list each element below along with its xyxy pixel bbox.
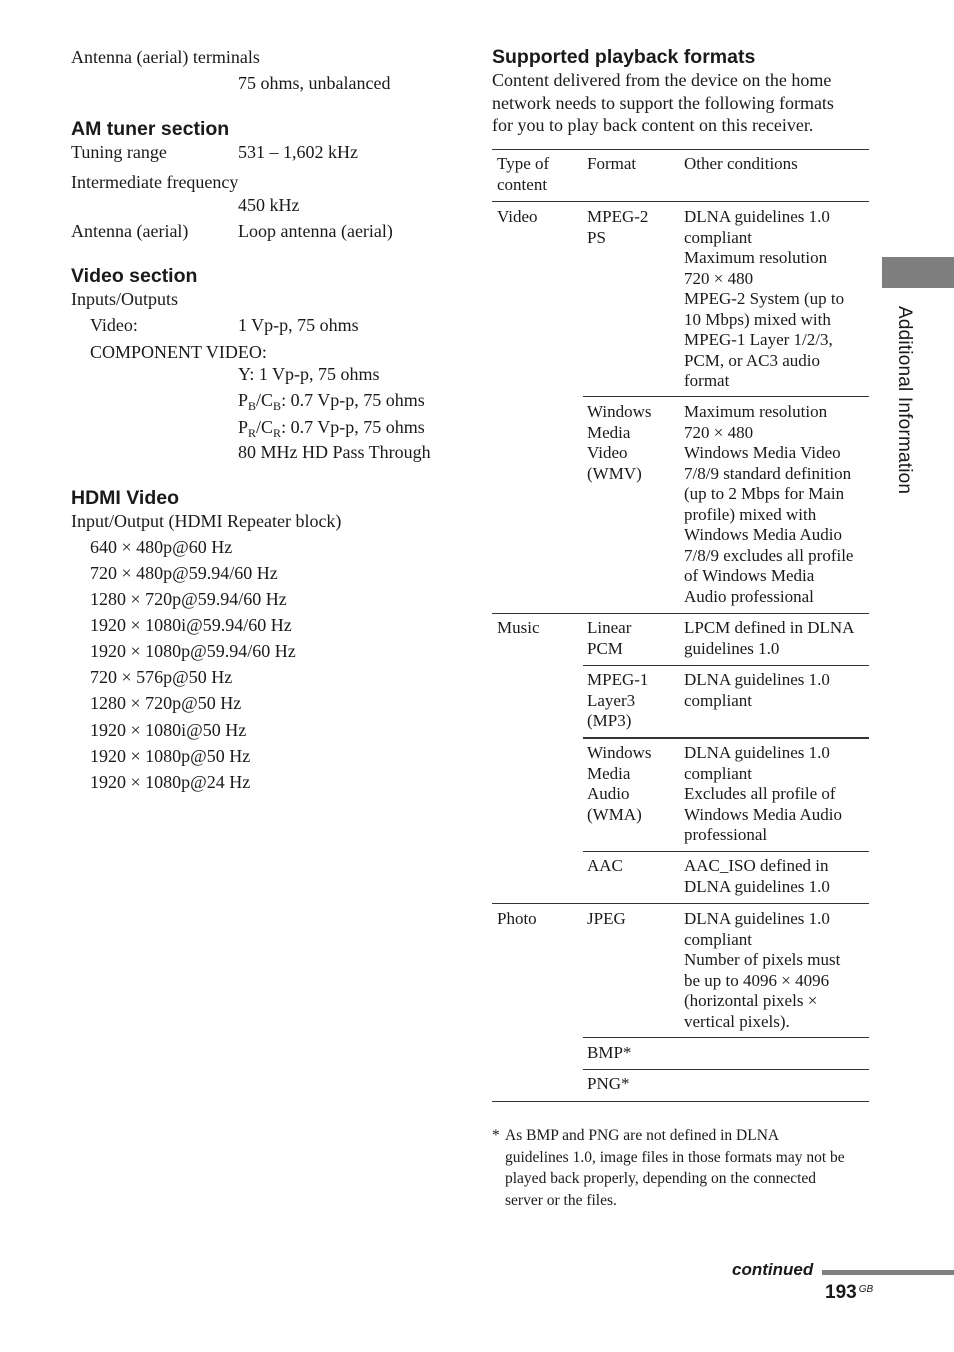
intro-line: network needs to support the following formats bbox=[492, 93, 834, 113]
conditions-cell: DLNA guidelines 1.0 compliant Excludes all profile of Windows Media Audio professional bbox=[684, 743, 842, 844]
table-rule bbox=[583, 1037, 869, 1038]
am-antenna-value: Loop antenna (aerial) bbox=[238, 221, 393, 241]
table-rule bbox=[583, 396, 869, 397]
footnote-line: guidelines 1.0, image files in those formats may not be bbox=[505, 1148, 845, 1166]
am-antenna-label: Antenna (aerial) bbox=[71, 221, 189, 241]
hdmi-format: 1920 × 1080i@59.94/60 Hz bbox=[90, 615, 292, 635]
video-value: 1 Vp-p, 75 ohms bbox=[238, 315, 359, 335]
format-cell: JPEG bbox=[587, 909, 626, 928]
table-rule bbox=[492, 149, 869, 150]
tuning-range-value: 531 – 1,602 kHz bbox=[238, 142, 358, 162]
conditions-cell: Maximum resolution 720 × 480 Windows Media Video 7/8/9 standard definition (up to 2 Mbps for Main profile) mixed with Windows Media Audio 7/8/9 excludes all profile of Windows Media Audio professional bbox=[684, 402, 854, 606]
format-cell: AAC bbox=[587, 856, 623, 875]
conditions-cell: DLNA guidelines 1.0 compliant Maximum resolution 720 × 480 MPEG-2 System (up to 10 Mbps) mixed with MPEG-1 Layer 1/2/3, PCM, or AC3 audio format bbox=[684, 207, 845, 390]
format-cell: Windows Media Audio (WMA) bbox=[587, 743, 652, 824]
hdmi-format: 640 × 480p@60 Hz bbox=[90, 537, 233, 557]
format-cell: BMP* bbox=[587, 1043, 632, 1062]
table-rule bbox=[492, 201, 869, 202]
video-label: Video: bbox=[90, 315, 138, 335]
video-section-heading: Video section bbox=[71, 265, 198, 287]
table-rule bbox=[583, 737, 869, 739]
component-pb-value: $P_B/C_B$: 0.7 Vp-p, 75 ohms bbox=[238, 390, 425, 413]
hdmi-format: 720 × 480p@59.94/60 Hz bbox=[90, 563, 278, 583]
table-rule bbox=[583, 1069, 869, 1070]
antenna-terminals-label: Antenna (aerial) terminals bbox=[71, 47, 260, 67]
page-suffix: GB bbox=[858, 1284, 874, 1295]
intro-line: Content delivered from the device on the home bbox=[492, 70, 832, 90]
intro-line: for you to play back content on this receiver. bbox=[492, 115, 814, 135]
am-tuner-heading: AM tuner section bbox=[71, 118, 230, 140]
conditions-cell: DLNA guidelines 1.0 compliant bbox=[684, 670, 830, 710]
table-rule bbox=[492, 903, 869, 904]
table-rule bbox=[583, 851, 869, 852]
antenna-terminals-value: 75 ohms, unbalanced bbox=[238, 73, 391, 93]
hdmi-io-label: Input/Output (HDMI Repeater block) bbox=[71, 511, 342, 531]
pass-through-value: 80 MHz HD Pass Through bbox=[238, 442, 431, 462]
type-video: Video bbox=[497, 207, 538, 226]
footnote-mark: * bbox=[492, 1127, 500, 1144]
footnote-line: played back properly, depending on the connected bbox=[505, 1170, 817, 1187]
if-label: Intermediate frequency bbox=[71, 172, 239, 192]
conditions-cell: LPCM defined in DLNA guidelines 1.0 bbox=[684, 618, 855, 658]
video-io-label: Inputs/Outputs bbox=[71, 289, 179, 309]
component-video-label: COMPONENT VIDEO: bbox=[90, 342, 267, 362]
hdmi-video-heading: HDMI Video bbox=[71, 487, 179, 509]
table-header-type: Type of content bbox=[497, 154, 550, 194]
table-rule bbox=[583, 665, 869, 666]
type-music: Music bbox=[497, 618, 540, 637]
format-cell: Windows Media Video (WMV) bbox=[587, 402, 652, 483]
footnote-line: server or the files. bbox=[505, 1191, 617, 1209]
hdmi-format: 1920 × 1080p@59.94/60 Hz bbox=[90, 641, 296, 661]
hdmi-format: 1280 × 720p@59.94/60 Hz bbox=[90, 589, 287, 609]
component-pr-value: $P_R/C_R$: 0.7 Vp-p, 75 ohms bbox=[238, 417, 425, 440]
if-value: 450 kHz bbox=[238, 195, 300, 215]
hdmi-format: 1920 × 1080p@50 Hz bbox=[90, 746, 251, 766]
conditions-cell: AAC_ISO defined in DLNA guidelines 1.0 bbox=[684, 856, 830, 896]
component-y-value: Y: 1 Vp-p, 75 ohms bbox=[238, 364, 380, 384]
continued-label: continued bbox=[732, 1260, 814, 1279]
section-tab-marker bbox=[882, 257, 954, 288]
footnote-line: As BMP and PNG are not defined in DLNA bbox=[505, 1127, 780, 1144]
table-header-format: Format bbox=[587, 154, 637, 173]
hdmi-format: 1920 × 1080p@24 Hz bbox=[90, 772, 251, 792]
continued-bar bbox=[822, 1270, 954, 1275]
type-photo: Photo bbox=[497, 909, 537, 928]
hdmi-format: 720 × 576p@50 Hz bbox=[90, 667, 233, 687]
format-cell: PNG* bbox=[587, 1074, 630, 1093]
hdmi-format: 1280 × 720p@50 Hz bbox=[90, 693, 242, 713]
format-cell: Linear PCM bbox=[587, 618, 632, 658]
page-number: 193 $^{GB}$ bbox=[825, 1282, 874, 1303]
table-rule bbox=[492, 1101, 869, 1102]
playback-formats-heading: Supported playback formats bbox=[492, 46, 756, 68]
table-header-conditions: Other conditions bbox=[684, 154, 798, 173]
hdmi-format: 1920 × 1080i@50 Hz bbox=[90, 720, 247, 740]
format-cell: MPEG-1 Layer3 (MP3) bbox=[587, 670, 649, 730]
format-cell: MPEG-2 PS bbox=[587, 207, 649, 247]
tuning-range-label: Tuning range bbox=[71, 142, 167, 162]
side-section-label: Additional Information bbox=[894, 306, 915, 495]
table-rule bbox=[492, 613, 869, 614]
conditions-cell: DLNA guidelines 1.0 compliant Number of pixels must be up to 4096 × 4096 (horizontal pixels × vertical pixels). bbox=[684, 909, 841, 1031]
